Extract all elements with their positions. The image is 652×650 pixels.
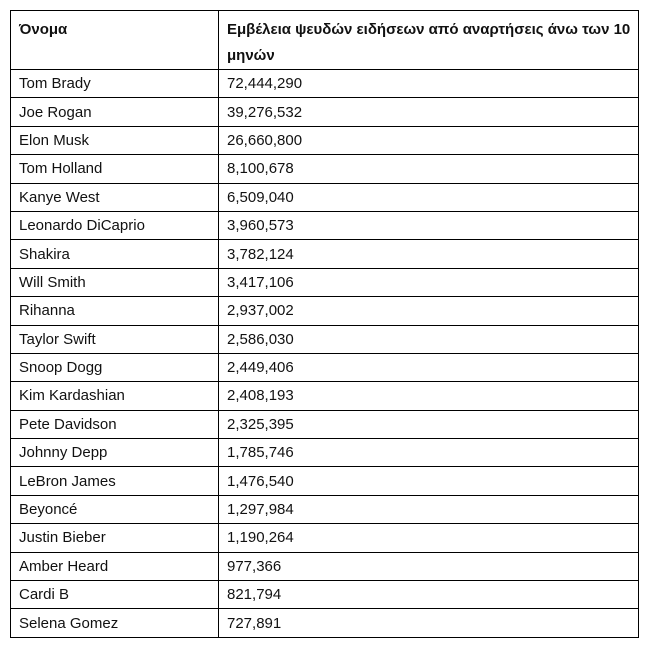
- table-row: [11, 410, 639, 438]
- name-cell: Snoop Dogg: [11, 353, 219, 381]
- table-row: [11, 353, 639, 381]
- name-cell: LeBron James: [11, 467, 219, 495]
- reach-cell: 6,509,040: [219, 183, 639, 211]
- table-row: [11, 382, 639, 410]
- table-row: [11, 183, 639, 211]
- table-row: [11, 240, 639, 268]
- table-row: [11, 126, 639, 154]
- header-name: Όνομα: [11, 11, 219, 70]
- table-row: [11, 609, 639, 637]
- table-row: [11, 552, 639, 580]
- name-cell: Shakira: [11, 240, 219, 268]
- reach-cell: 72,444,290: [219, 70, 639, 98]
- header-row: [11, 11, 639, 70]
- name-cell: Taylor Swift: [11, 325, 219, 353]
- name-cell: Amber Heard: [11, 552, 219, 580]
- name-cell: Beyoncé: [11, 495, 219, 523]
- reach-cell: 1,297,984: [219, 495, 639, 523]
- header-reach: Εμβέλεια ψευδών ειδήσεων από αναρτήσεις άνω των 10 μηνών: [219, 11, 639, 70]
- reach-cell: 2,937,002: [219, 297, 639, 325]
- table-row: [11, 467, 639, 495]
- name-cell: Will Smith: [11, 268, 219, 296]
- table-row: [11, 155, 639, 183]
- table-header: [11, 11, 639, 70]
- name-cell: Kim Kardashian: [11, 382, 219, 410]
- data-table: [10, 10, 639, 638]
- reach-cell: 727,891: [219, 609, 639, 637]
- reach-cell: 1,785,746: [219, 439, 639, 467]
- table-row: [11, 439, 639, 467]
- name-cell: Johnny Depp: [11, 439, 219, 467]
- reach-cell: 39,276,532: [219, 98, 639, 126]
- table-row: [11, 268, 639, 296]
- table-row: [11, 297, 639, 325]
- reach-cell: 1,190,264: [219, 524, 639, 552]
- reach-cell: 3,417,106: [219, 268, 639, 296]
- name-cell: Justin Bieber: [11, 524, 219, 552]
- reach-cell: 2,325,395: [219, 410, 639, 438]
- name-cell: Joe Rogan: [11, 98, 219, 126]
- reach-cell: 2,586,030: [219, 325, 639, 353]
- name-cell: Elon Musk: [11, 126, 219, 154]
- reach-cell: 26,660,800: [219, 126, 639, 154]
- name-cell: Tom Brady: [11, 70, 219, 98]
- reach-cell: 2,408,193: [219, 382, 639, 410]
- table-row: [11, 98, 639, 126]
- reach-cell: 3,960,573: [219, 211, 639, 239]
- reach-cell: 8,100,678: [219, 155, 639, 183]
- reach-cell: 3,782,124: [219, 240, 639, 268]
- table-body: [11, 70, 639, 638]
- table-row: [11, 211, 639, 239]
- name-cell: Rihanna: [11, 297, 219, 325]
- name-cell: Tom Holland: [11, 155, 219, 183]
- name-cell: Kanye West: [11, 183, 219, 211]
- table-row: [11, 581, 639, 609]
- name-cell: Leonardo DiCaprio: [11, 211, 219, 239]
- name-cell: Selena Gomez: [11, 609, 219, 637]
- table-row: [11, 325, 639, 353]
- table-row: [11, 524, 639, 552]
- reach-cell: 977,366: [219, 552, 639, 580]
- name-cell: Pete Davidson: [11, 410, 219, 438]
- table-row: [11, 70, 639, 98]
- table-row: [11, 495, 639, 523]
- reach-cell: 2,449,406: [219, 353, 639, 381]
- name-cell: Cardi B: [11, 581, 219, 609]
- reach-cell: 1,476,540: [219, 467, 639, 495]
- reach-cell: 821,794: [219, 581, 639, 609]
